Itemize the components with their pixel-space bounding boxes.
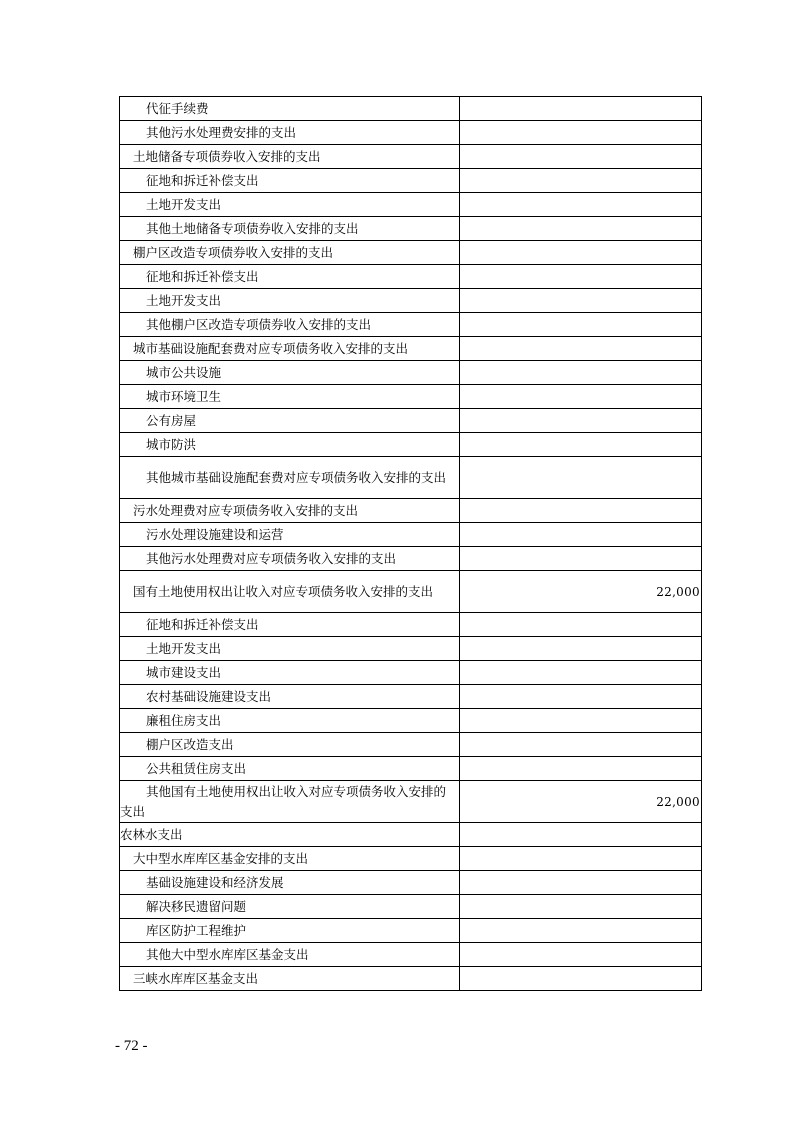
table-row <box>120 313 702 337</box>
item-name-cell: 基础设施建设和经济发展 <box>120 871 460 895</box>
table-row <box>120 265 702 289</box>
amount-cell <box>460 523 702 547</box>
table-row <box>120 217 702 241</box>
table-row <box>120 661 702 685</box>
table-row <box>120 121 702 145</box>
amount-cell <box>460 823 702 847</box>
table-row <box>120 289 702 313</box>
amount-cell <box>460 193 702 217</box>
amount-cell <box>460 871 702 895</box>
item-name-cell: 国有土地使用权出让收入对应专项债务收入安排的支出 <box>120 571 460 613</box>
amount-cell <box>460 895 702 919</box>
item-name-cell: 库区防护工程维护 <box>120 919 460 943</box>
amount-cell <box>460 337 702 361</box>
amount-cell <box>460 661 702 685</box>
item-name-cell: 代征手续费 <box>120 97 460 121</box>
amount-cell <box>460 613 702 637</box>
table-row <box>120 145 702 169</box>
item-name-cell: 污水处理费对应专项债务收入安排的支出 <box>120 499 460 523</box>
item-name-cell: 土地储备专项债券收入安排的支出 <box>120 145 460 169</box>
table-row <box>120 361 702 385</box>
table-row <box>120 169 702 193</box>
amount-cell <box>460 97 702 121</box>
amount-cell <box>460 967 702 991</box>
amount-cell <box>460 457 702 499</box>
item-name-cell: 城市建设支出 <box>120 661 460 685</box>
table-row <box>120 637 702 661</box>
amount-cell <box>460 499 702 523</box>
amount-cell <box>460 847 702 871</box>
item-name-cell: 公共租赁住房支出 <box>120 757 460 781</box>
item-name-cell: 其他污水处理费安排的支出 <box>120 121 460 145</box>
amount-cell: 22,000 <box>460 571 702 613</box>
item-name-cell: 征地和拆迁补偿支出 <box>120 613 460 637</box>
item-name-cell: 廉租住房支出 <box>120 709 460 733</box>
item-name-cell: 解决移民遗留问题 <box>120 895 460 919</box>
table-row <box>120 97 702 121</box>
table-row <box>120 433 702 457</box>
table-row <box>120 613 702 637</box>
table-row <box>120 685 702 709</box>
table-row <box>120 919 702 943</box>
table-row <box>120 871 702 895</box>
item-name-cell: 棚户区改造专项债券收入安排的支出 <box>120 241 460 265</box>
table-row <box>120 967 702 991</box>
item-name-cell: 土地开发支出 <box>120 193 460 217</box>
table-row <box>120 457 702 499</box>
amount-cell <box>460 757 702 781</box>
table-row <box>120 571 702 613</box>
amount-cell <box>460 145 702 169</box>
amount-cell <box>460 217 702 241</box>
item-name-cell: 其他国有土地使用权出让收入对应专项债务收入安排的支出 <box>120 781 460 823</box>
amount-cell <box>460 241 702 265</box>
table-row <box>120 733 702 757</box>
item-name-cell: 土地开发支出 <box>120 637 460 661</box>
item-name-cell: 其他棚户区改造专项债券收入安排的支出 <box>120 313 460 337</box>
table-row <box>120 547 702 571</box>
item-name-cell: 征地和拆迁补偿支出 <box>120 265 460 289</box>
item-name-cell: 大中型水库库区基金安排的支出 <box>120 847 460 871</box>
item-name-cell: 城市环境卫生 <box>120 385 460 409</box>
amount-cell <box>460 433 702 457</box>
table-row <box>120 409 702 433</box>
item-name-cell: 征地和拆迁补偿支出 <box>120 169 460 193</box>
item-name-cell: 土地开发支出 <box>120 289 460 313</box>
item-name-cell: 污水处理设施建设和运营 <box>120 523 460 547</box>
amount-cell <box>460 313 702 337</box>
expenditure-table <box>119 96 702 991</box>
item-name-cell: 城市基础设施配套费对应专项债务收入安排的支出 <box>120 337 460 361</box>
page-number: - 72 - <box>115 1038 148 1054</box>
table-row <box>120 757 702 781</box>
table-row <box>120 499 702 523</box>
amount-cell <box>460 265 702 289</box>
table-row <box>120 847 702 871</box>
amount-cell <box>460 919 702 943</box>
table-row <box>120 943 702 967</box>
amount-cell <box>460 169 702 193</box>
amount-cell: 22,000 <box>460 781 702 823</box>
table-row <box>120 523 702 547</box>
amount-cell <box>460 637 702 661</box>
amount-cell <box>460 547 702 571</box>
amount-cell <box>460 361 702 385</box>
item-name-cell: 城市公共设施 <box>120 361 460 385</box>
item-name-cell: 公有房屋 <box>120 409 460 433</box>
item-name-cell: 农村基础设施建设支出 <box>120 685 460 709</box>
table-row <box>120 823 702 847</box>
amount-cell <box>460 685 702 709</box>
amount-cell <box>460 385 702 409</box>
item-name-cell: 其他污水处理费对应专项债务收入安排的支出 <box>120 547 460 571</box>
table-row <box>120 709 702 733</box>
item-name-cell: 农林水支出 <box>120 823 460 847</box>
amount-cell <box>460 289 702 313</box>
item-name-cell: 棚户区改造支出 <box>120 733 460 757</box>
item-name-cell: 其他土地储备专项债券收入安排的支出 <box>120 217 460 241</box>
table-row <box>120 241 702 265</box>
item-name-cell: 其他大中型水库库区基金支出 <box>120 943 460 967</box>
item-name-cell: 三峡水库库区基金支出 <box>120 967 460 991</box>
amount-cell <box>460 709 702 733</box>
amount-cell <box>460 409 702 433</box>
item-name-cell: 其他城市基础设施配套费对应专项债务收入安排的支出 <box>120 457 460 499</box>
amount-cell <box>460 943 702 967</box>
table-row <box>120 895 702 919</box>
item-name-cell: 城市防洪 <box>120 433 460 457</box>
table-row <box>120 781 702 823</box>
table-row <box>120 193 702 217</box>
table-body <box>120 97 702 991</box>
table-row <box>120 385 702 409</box>
amount-cell <box>460 733 702 757</box>
amount-cell <box>460 121 702 145</box>
table-row <box>120 337 702 361</box>
